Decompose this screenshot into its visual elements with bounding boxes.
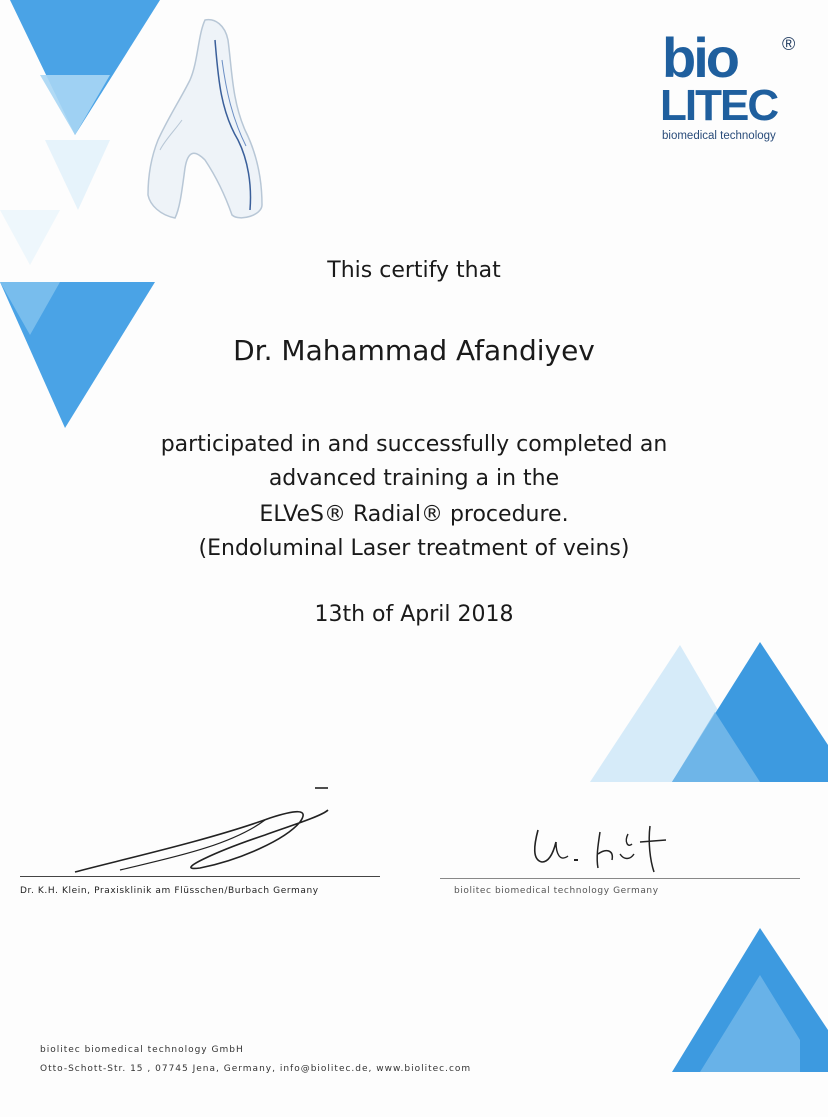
left-signature-line (20, 876, 380, 877)
left-faint-triangle (45, 140, 110, 210)
left-faint-triangle-2 (0, 210, 60, 265)
logo-registered-mark: ® (782, 34, 796, 54)
body-line-1: participated in and successfully completed an (160, 432, 668, 457)
logo-litec-text: LITEC (660, 81, 778, 130)
right-signature-line (440, 878, 800, 879)
certify-intro: This certify that (327, 258, 501, 283)
left-signature-caption: Dr. K.H. Klein, Praxisklinik am Flüsschen/Burbach Germany (20, 886, 319, 896)
top-left-inner-triangle (40, 75, 110, 135)
footer-address: Otto-Schott-Str. 15 , 07745 Jena, Germany, info@biolitec.de, www.biolitec.com (40, 1064, 472, 1074)
left-signature (60, 780, 350, 880)
certificate-date: 13th of April 2018 (314, 602, 514, 627)
recipient-name: Dr. Mahammad Afandiyev (233, 334, 595, 367)
biolitec-logo (660, 26, 810, 150)
body-line-2: advanced training a in the (268, 466, 560, 491)
logo-bio-text: bio (662, 26, 737, 89)
footer-company: biolitec biomedical technology GmbH (40, 1045, 244, 1055)
body-line-4: (Endoluminal Laser treatment of veins) (198, 536, 630, 561)
leg-illustration (148, 20, 262, 218)
right-signature-caption: biolitec biomedical technology Germany (454, 886, 659, 896)
logo-tagline: biomedical technology (662, 130, 776, 142)
body-line-3: ELVeS® Radial® procedure. (259, 502, 569, 527)
right-signature (520, 820, 680, 880)
